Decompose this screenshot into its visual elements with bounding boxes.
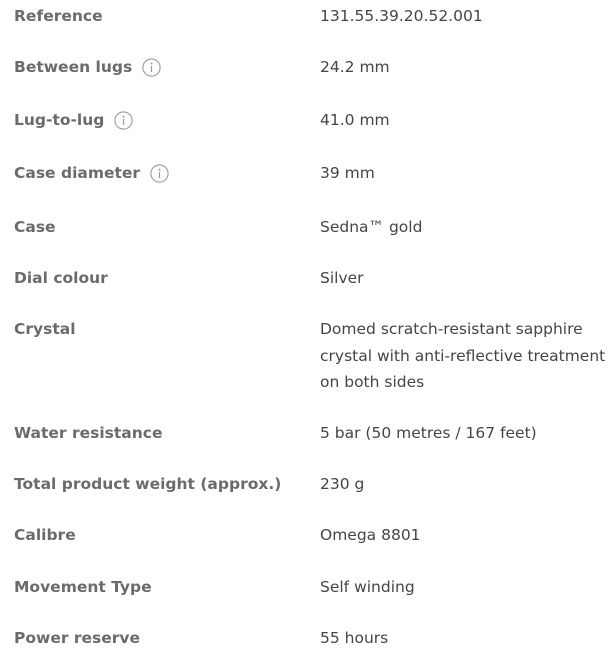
spec-value: Domed scratch-resistant sapphire crystal with anti-reflective treatment on both sides <box>320 320 606 391</box>
spec-label-text: Case <box>14 218 56 236</box>
spec-label <box>14 627 140 649</box>
spec-label-text: Lug-to-lug <box>14 111 105 129</box>
spec-value: 41.0 mm <box>320 111 390 129</box>
spec-label <box>14 109 133 131</box>
spec-label <box>14 162 169 184</box>
spec-label-text: Reference <box>14 7 103 25</box>
spec-label <box>14 216 56 238</box>
spec-label-text: Calibre <box>14 526 76 544</box>
spec-label-text: Movement Type <box>14 578 152 596</box>
spec-label-text: Between lugs <box>14 58 133 76</box>
spec-label <box>14 56 161 78</box>
spec-label <box>14 267 108 289</box>
info-circle-icon[interactable] <box>114 111 133 130</box>
spec-label <box>14 5 103 27</box>
spec-label-text: Water resistance <box>14 424 163 442</box>
spec-label-text: Crystal <box>14 320 76 338</box>
spec-value: Omega 8801 <box>320 526 421 544</box>
spec-value: 24.2 mm <box>320 58 390 76</box>
spec-label <box>14 473 281 495</box>
spec-label-text: Power reserve <box>14 629 141 647</box>
info-circle-icon[interactable] <box>150 164 169 183</box>
spec-label <box>14 422 163 444</box>
spec-value: 5 bar (50 metres / 167 feet) <box>320 424 537 442</box>
info-circle-icon[interactable] <box>142 58 161 77</box>
spec-value: 230 g <box>320 475 365 493</box>
spec-label-text: Total product weight (approx.) <box>14 475 282 493</box>
spec-value: 55 hours <box>320 629 389 647</box>
spec-label <box>14 524 76 546</box>
spec-value: Self winding <box>320 578 415 596</box>
spec-value: Silver <box>320 269 364 287</box>
spec-label-text: Dial colour <box>14 269 108 287</box>
spec-value: 39 mm <box>320 164 375 182</box>
spec-label <box>14 318 76 340</box>
spec-label <box>14 576 152 598</box>
spec-value: 131.55.39.20.52.001 <box>320 7 483 25</box>
spec-value: Sedna™ gold <box>320 218 423 236</box>
spec-label-text: Case diameter <box>14 164 141 182</box>
